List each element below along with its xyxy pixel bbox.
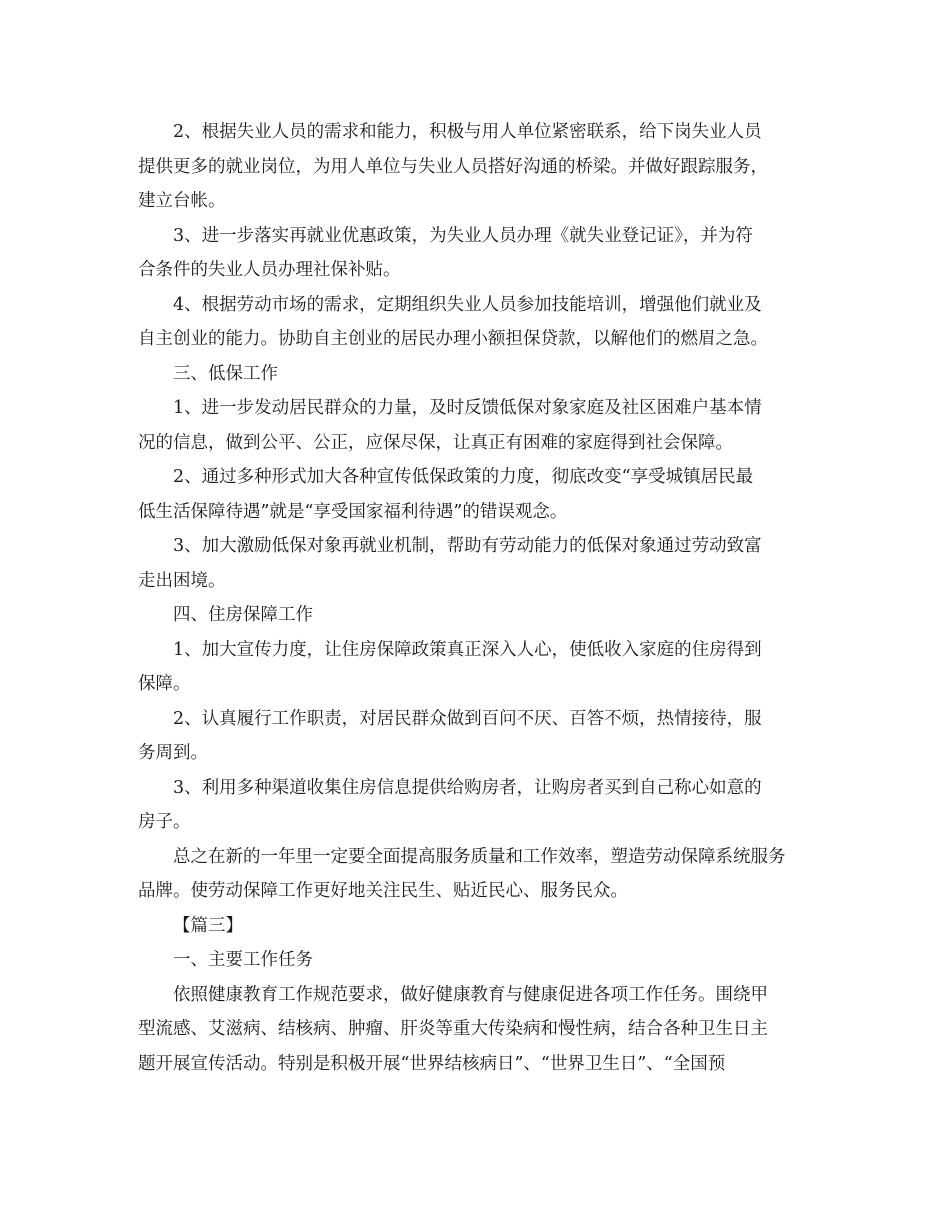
text-line: 合条件的失业人员办理社保补贴。: [138, 260, 401, 280]
text-line: 3、利用多种渠道收集住房信息提供给购房者，让购房者买到自己称心如意的: [173, 777, 762, 798]
text-line: 2、认真履行工作职责，对居民群众做到百问不厌、百答不烦，热情接待，服: [173, 708, 762, 729]
text-line: 品牌。使劳动保障工作更好地关注民生、贴近民心、服务民众。: [138, 881, 628, 901]
document-page: [138, 115, 813, 1081]
text-line: 2、根据失业人员的需求和能力，积极与用人单位紧密联系，给下岗失业人员: [173, 122, 762, 142]
text-line: 低生活保障待遇”就是“享受国家福利待遇”的错误观念。: [138, 501, 568, 522]
text-line: 四、住房保障工作: [173, 605, 313, 625]
text-line: 保障。: [138, 674, 191, 694]
text-line: 走出困境。: [138, 570, 226, 591]
text-line: 1、进一步发动居民群众的力量，及时反馈低保对象家庭及社区困难户基本情: [173, 398, 762, 418]
text-line: 提供更多的就业岗位，为用人单位与失业人员搭好沟通的桥梁。并做好跟踪服务，: [138, 156, 768, 177]
text-line: 4、根据劳动市场的需求，定期组织失业人员参加技能培训，增强他们就业及: [173, 294, 762, 315]
text-line: 建立台帐。: [138, 191, 226, 211]
text-line: 型流感、艾滋病、结核病、肿瘤、肝炎等重大传染病和慢性病，结合各种卫生日主: [138, 1019, 768, 1039]
text-line: 自主创业的能力。协助自主创业的居民办理小额担保贷款，以解他们的燃眉之急。: [138, 329, 768, 349]
text-line: 一、主要工作任务: [173, 950, 313, 970]
text-line: 况的信息，做到公平、公正，应保尽保，让真正有困难的家庭得到社会保障。: [138, 432, 733, 453]
text-line: 2、通过多种形式加大各种宣传低保政策的力度，彻底改变“享受城镇居民最: [173, 467, 754, 487]
text-line: 3、加大激励低保对象再就业机制，帮助有劳动能力的低保对象通过劳动致富: [173, 536, 762, 556]
text-line: 务周到。: [138, 743, 208, 763]
text-line: 题开展宣传活动。特别是积极开展“世界结核病日”、“世界卫生日”、“全国预: [138, 1053, 726, 1074]
text-line: 1、加大宣传力度，让住房保障政策真正深入人心，使低收入家庭的住房得到: [173, 639, 762, 660]
text-line: 【篇三】: [173, 915, 243, 936]
text-line: 依照健康教育工作规范要求，做好健康教育与健康促进各项工作任务。围绕甲: [173, 984, 768, 1005]
text-line: 3、进一步落实再就业优惠政策，为失业人员办理《就失业登记证》，并为符: [173, 225, 753, 246]
text-line: 三、低保工作: [173, 363, 278, 384]
text-line: 总之在新的一年里一定要全面提高服务质量和工作效率，塑造劳动保障系统服务: [173, 846, 786, 867]
text-line: 房子。: [138, 812, 191, 832]
